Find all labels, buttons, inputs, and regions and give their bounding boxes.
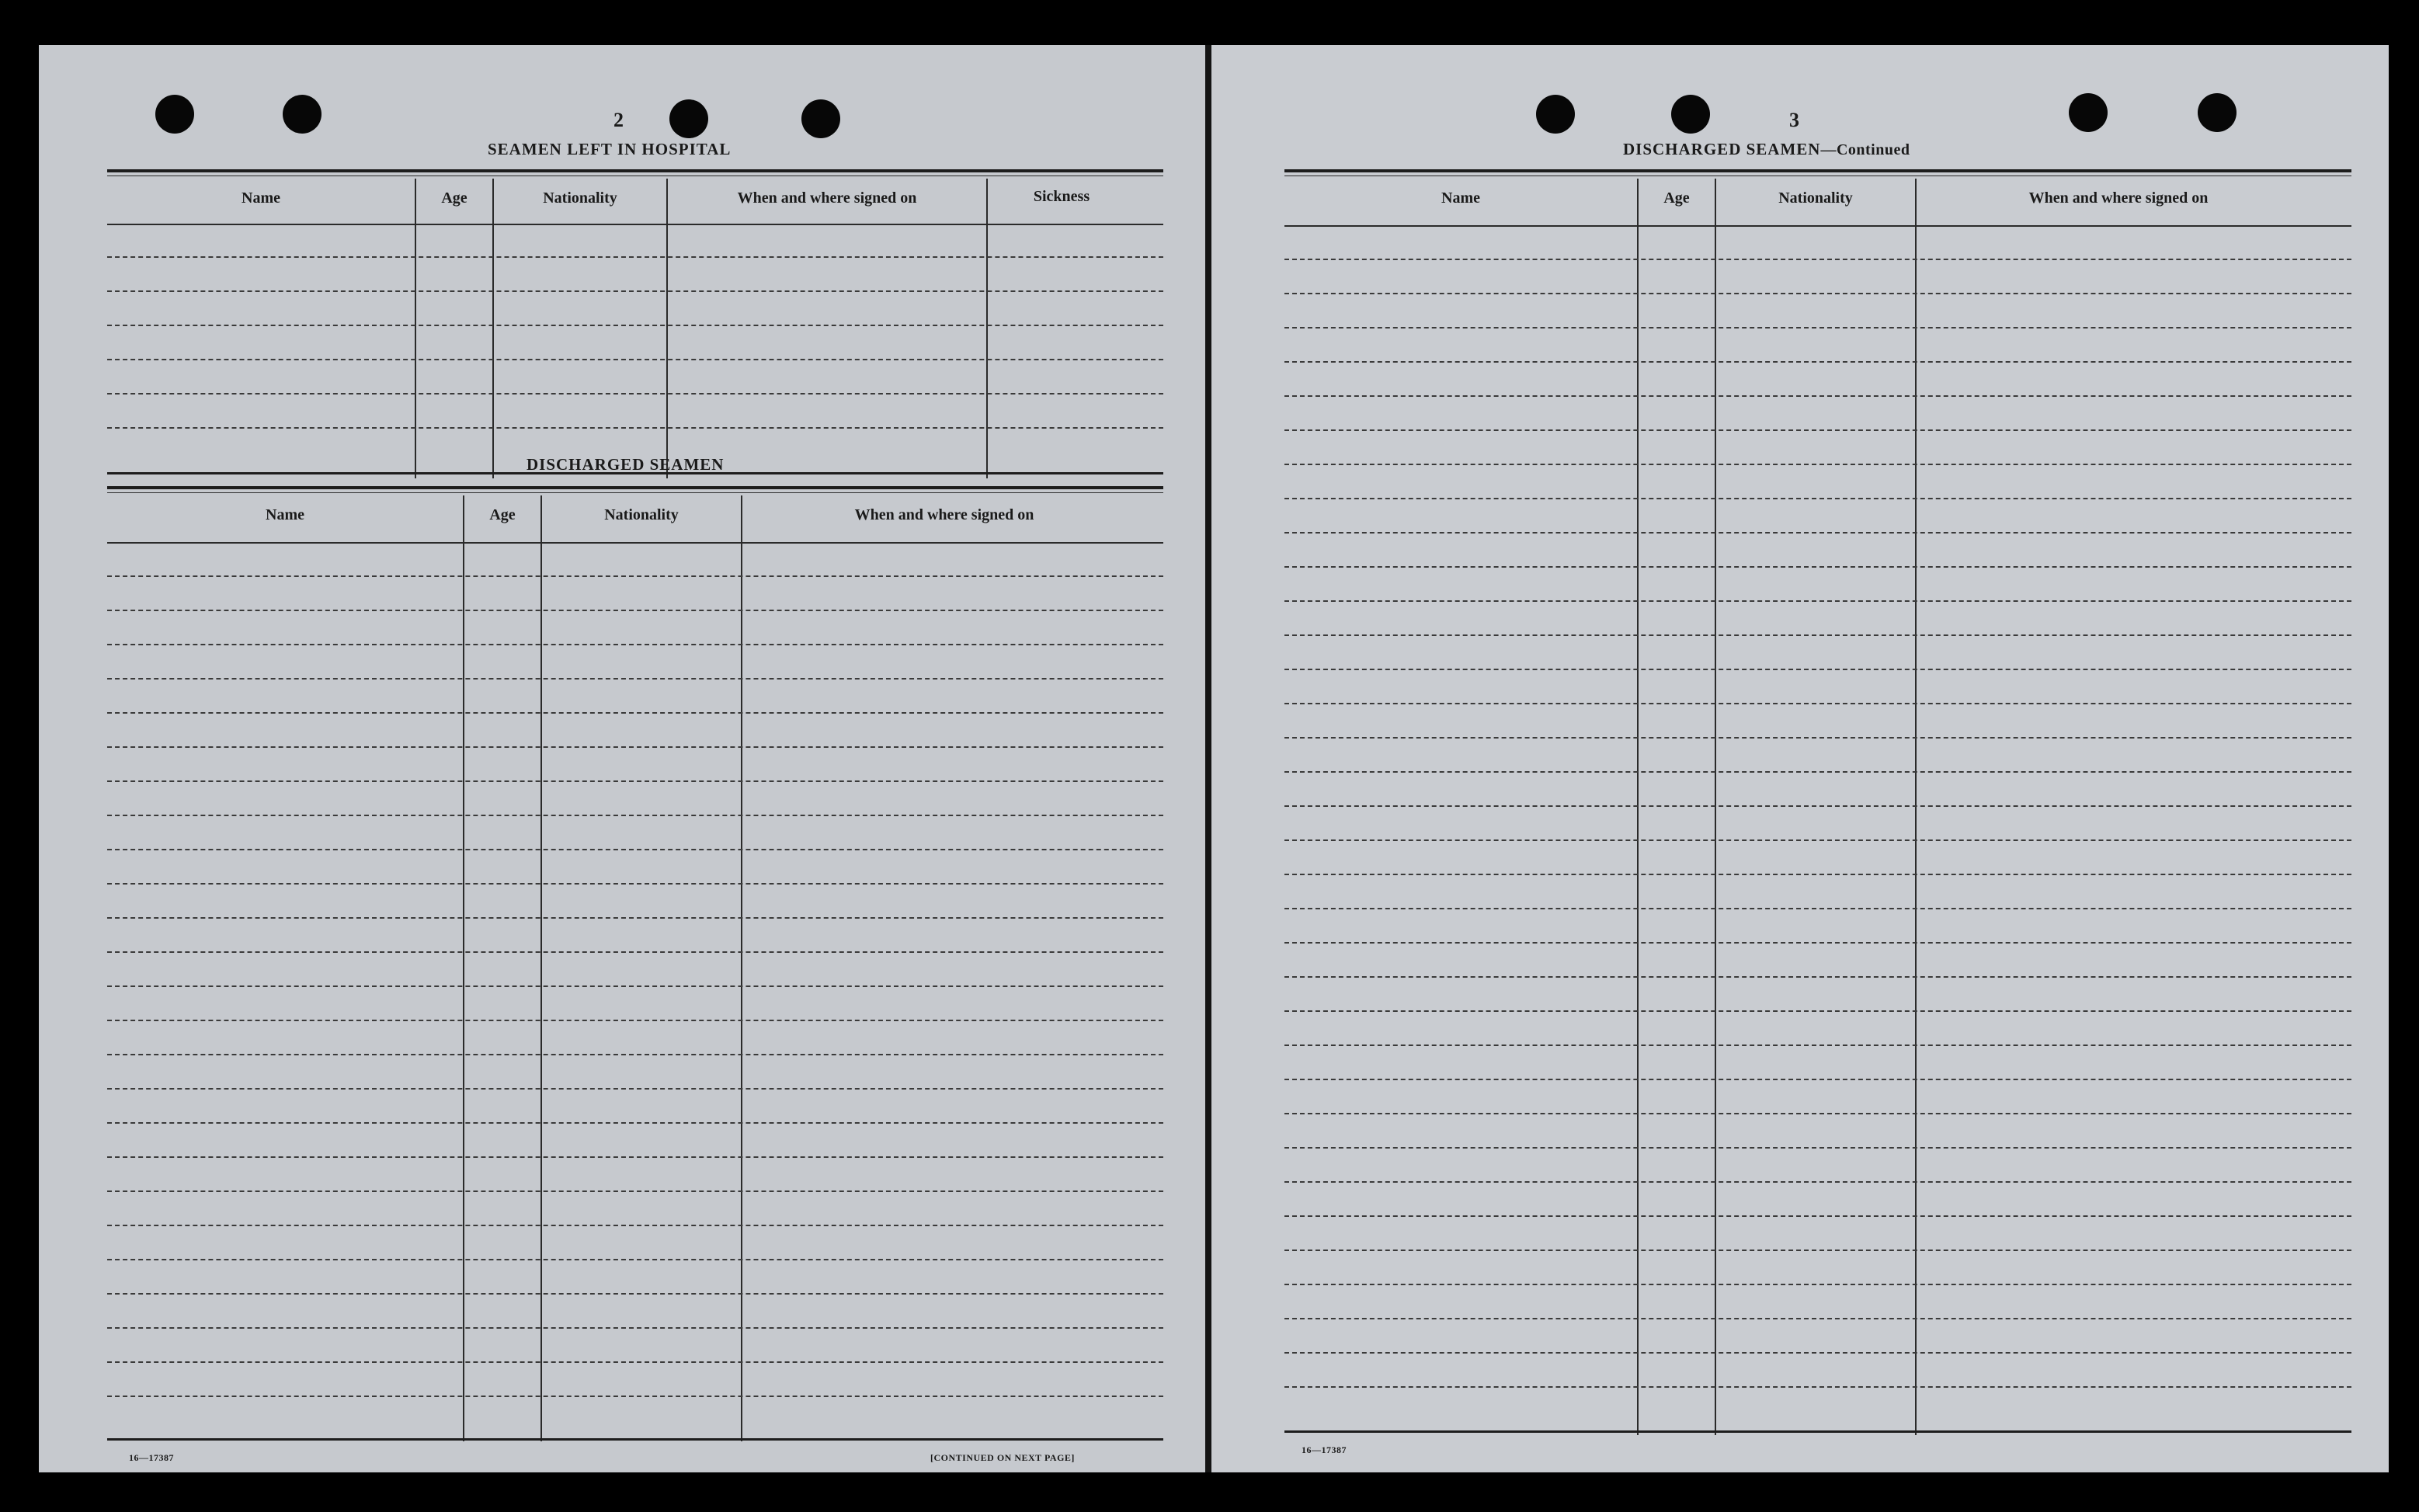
table-row[interactable] [107, 1054, 1163, 1055]
table-top-rule-thin [107, 492, 1163, 493]
table-row[interactable] [1284, 566, 2351, 568]
hospital-section-title: SEAMEN LEFT IN HOSPITAL [488, 140, 732, 158]
table-row[interactable] [107, 359, 1163, 360]
table-row[interactable] [107, 256, 1163, 258]
table-row[interactable] [107, 610, 1163, 611]
punch-hole [669, 99, 708, 138]
table-row[interactable] [1284, 805, 2351, 807]
table-row[interactable] [1284, 1284, 2351, 1285]
table-row[interactable] [107, 712, 1163, 714]
column-divider [492, 179, 494, 478]
table-row[interactable] [1284, 498, 2351, 499]
column-header-signed-on: When and where signed on [2028, 189, 2209, 207]
column-header-age: Age [1663, 189, 1690, 207]
table-row[interactable] [1284, 737, 2351, 739]
table-row[interactable] [1284, 1215, 2351, 1217]
column-header-signed-on: When and where signed on [737, 189, 917, 207]
table-row[interactable] [1284, 1250, 2351, 1251]
table-row[interactable] [1284, 532, 2351, 534]
table-row[interactable] [107, 1259, 1163, 1260]
table-row[interactable] [107, 393, 1163, 395]
table-row[interactable] [1284, 874, 2351, 875]
table-row[interactable] [1284, 1044, 2351, 1046]
table-row[interactable] [107, 849, 1163, 850]
form-number: 16—17387 [129, 1452, 174, 1463]
table-row[interactable] [1284, 293, 2351, 294]
column-divider [540, 495, 542, 1441]
punch-hole [2198, 93, 2237, 132]
table-row[interactable] [107, 290, 1163, 292]
column-header-sickness: Sickness [1033, 188, 1090, 205]
punch-hole [1671, 95, 1710, 134]
table-row[interactable] [107, 1327, 1163, 1329]
punch-hole [1536, 95, 1575, 134]
table-row[interactable] [107, 325, 1163, 326]
table-row[interactable] [107, 1156, 1163, 1158]
table-row[interactable] [107, 1122, 1163, 1124]
table-row[interactable] [107, 883, 1163, 885]
table-top-rule [107, 169, 1163, 172]
table-row[interactable] [107, 575, 1163, 577]
table-row[interactable] [1284, 1079, 2351, 1080]
table-row[interactable] [107, 1225, 1163, 1226]
table-row[interactable] [1284, 1010, 2351, 1012]
column-header-age: Age [489, 506, 516, 523]
table-row[interactable] [107, 678, 1163, 680]
table-row[interactable] [1284, 634, 2351, 636]
page-gutter [1205, 45, 1211, 1472]
column-header-name: Name [242, 189, 280, 207]
table-row[interactable] [1284, 1113, 2351, 1114]
page-number: 3 [1789, 109, 1799, 131]
table-row[interactable] [1284, 429, 2351, 431]
column-divider [986, 179, 988, 478]
table-row[interactable] [1284, 839, 2351, 841]
punch-hole [801, 99, 840, 138]
table-row[interactable] [107, 1361, 1163, 1363]
table-row[interactable] [1284, 259, 2351, 260]
punch-hole [2069, 93, 2108, 132]
discharged-section-title: DISCHARGED SEAMEN [527, 455, 725, 474]
column-header-signed-on: When and where signed on [854, 506, 1034, 523]
table-row[interactable] [107, 1088, 1163, 1090]
table-top-rule [1284, 169, 2351, 172]
right-page [1211, 45, 2389, 1472]
header-bottom-rule [107, 542, 1163, 544]
table-row[interactable] [1284, 464, 2351, 465]
table-row[interactable] [1284, 600, 2351, 602]
punch-hole [283, 95, 321, 134]
table-row[interactable] [1284, 1147, 2351, 1149]
table-row[interactable] [107, 1396, 1163, 1397]
table-row[interactable] [107, 427, 1163, 429]
table-row[interactable] [1284, 1352, 2351, 1354]
left-page [39, 45, 1205, 1472]
table-row[interactable] [107, 815, 1163, 816]
punch-hole [155, 95, 194, 134]
table-row[interactable] [1284, 908, 2351, 909]
column-divider [463, 495, 464, 1441]
table-row[interactable] [107, 1020, 1163, 1021]
table-row[interactable] [107, 746, 1163, 748]
table-row[interactable] [1284, 327, 2351, 328]
continued-note: [CONTINUED ON NEXT PAGE] [930, 1452, 1075, 1463]
table-row[interactable] [1284, 669, 2351, 670]
table-row[interactable] [1284, 703, 2351, 704]
column-divider [666, 179, 668, 478]
header-bottom-rule [1284, 225, 2351, 227]
table-top-rule [107, 486, 1163, 489]
table-row[interactable] [1284, 1386, 2351, 1388]
page-number: 2 [613, 109, 624, 131]
table-row[interactable] [107, 780, 1163, 782]
table-row[interactable] [1284, 395, 2351, 397]
table-row[interactable] [107, 1293, 1163, 1295]
section-title-main: DISCHARGED SEAMEN [1623, 140, 1821, 158]
table-row[interactable] [107, 644, 1163, 645]
column-header-nationality: Nationality [543, 189, 617, 207]
table-row[interactable] [1284, 1318, 2351, 1319]
column-divider [1715, 179, 1716, 1435]
table-row[interactable] [1284, 1181, 2351, 1183]
column-header-nationality: Nationality [604, 506, 679, 523]
table-bottom-rule [1284, 1430, 2351, 1433]
table-row[interactable] [107, 985, 1163, 987]
table-row[interactable] [107, 951, 1163, 953]
column-divider [741, 495, 742, 1441]
section-title [1623, 140, 1910, 159]
table-bottom-rule [107, 1438, 1163, 1441]
table-row[interactable] [1284, 942, 2351, 944]
table-row[interactable] [107, 1190, 1163, 1192]
table-row[interactable] [1284, 771, 2351, 773]
column-header-age: Age [441, 189, 467, 207]
section-title-continued: —Continued [1820, 141, 1910, 158]
table-row[interactable] [107, 917, 1163, 919]
column-header-name: Name [266, 506, 304, 523]
column-divider [1915, 179, 1917, 1435]
table-row[interactable] [1284, 976, 2351, 978]
column-header-name: Name [1441, 189, 1480, 207]
column-divider [1637, 179, 1639, 1435]
header-bottom-rule [107, 224, 1163, 225]
form-number: 16—17387 [1302, 1444, 1347, 1455]
column-divider [415, 179, 416, 478]
column-header-nationality: Nationality [1778, 189, 1853, 207]
table-row[interactable] [1284, 361, 2351, 363]
